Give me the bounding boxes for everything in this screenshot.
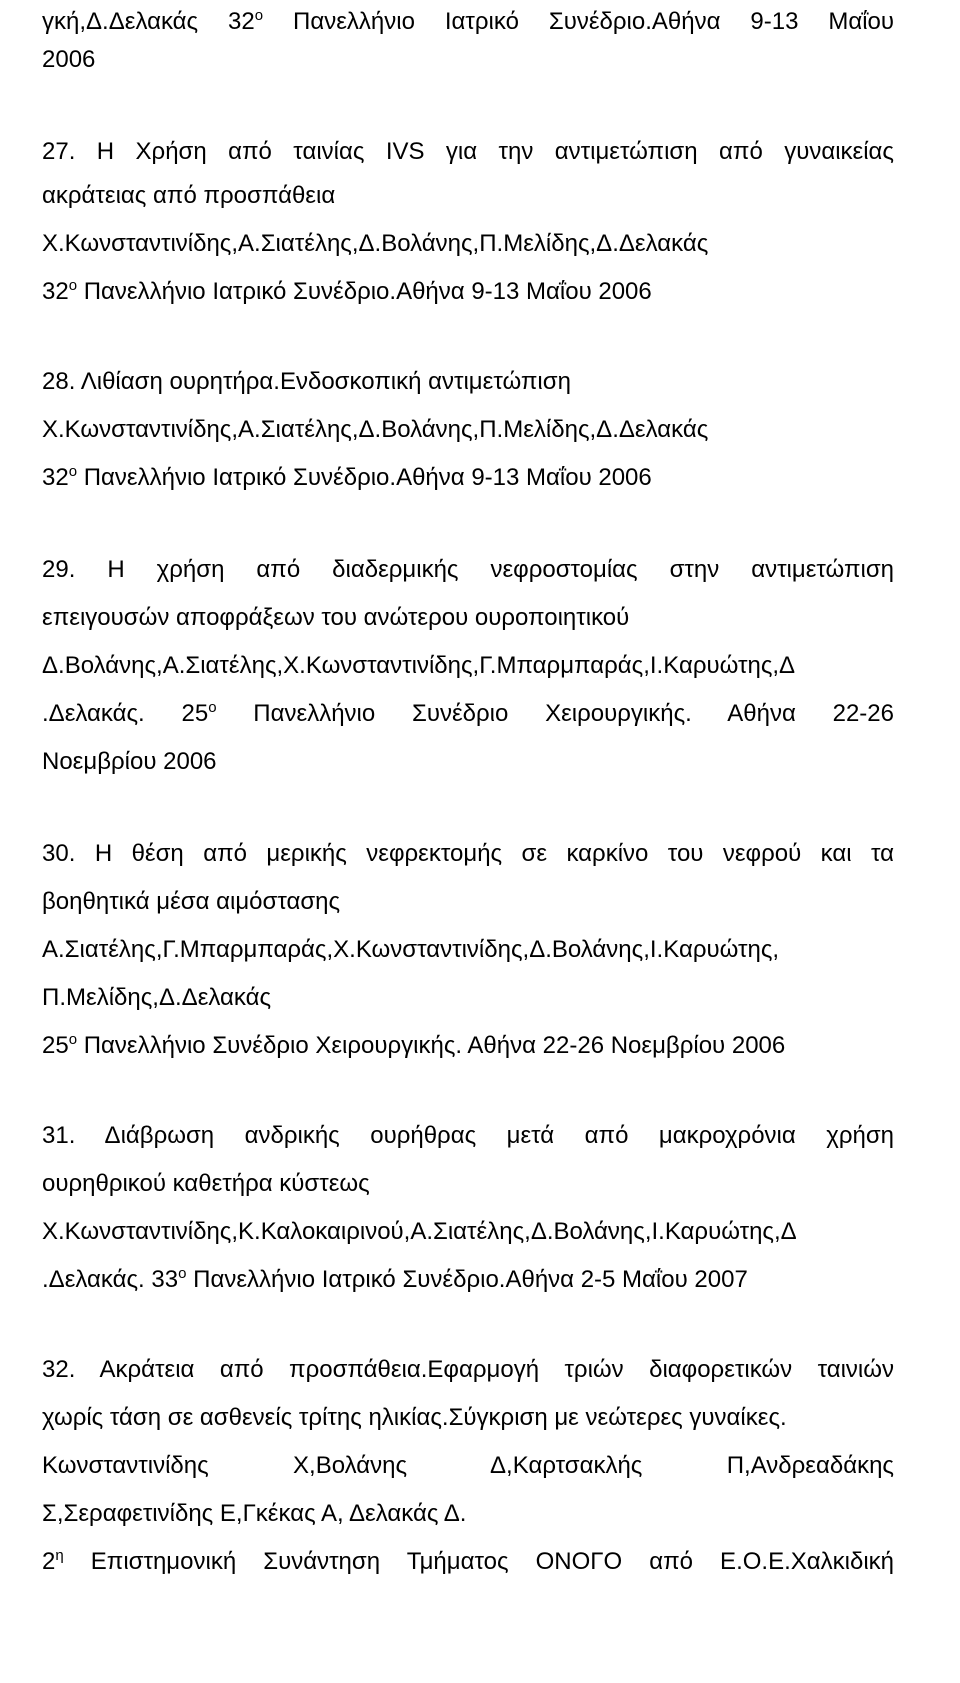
item-31-venue: .Δελακάς. $33^o$ Πανελλήνιο Ιατρικό Συνέδριο.Αθήνα 2-5 Μαΐου 2007 <box>42 1265 748 1293</box>
item-31-title-line-2: ουρηθρικού καθετήρα κύστεως <box>42 1170 370 1197</box>
item-27-title-line-1: 27. Η Χρήση από ταινίας IVS για την αντιμετώπιση από γυναικείας <box>42 138 894 165</box>
item-32-title-line-1: 32. Ακράτεια από προσπάθεια.Εφαρμογή τριών διαφορετικών ταινιών <box>42 1356 895 1383</box>
item-29-date: Νοεμβρίου 2006 <box>42 748 217 775</box>
item-27-venue: $32^o$ Πανελλήνιο Ιατρικό Συνέδριο.Αθήνα 9-13 Μαΐου 2006 <box>42 277 652 305</box>
item-30-title-line-1: 30. Η θέση από μερικής νεφρεκτομής σε καρκίνο του νεφρού και τα <box>42 840 895 867</box>
item-30-authors-line-2: Π.Μελίδης,Δ.Δελακάς <box>42 984 272 1011</box>
item-31-title-line-1: 31. Διάβρωση ανδρικής ουρήθρας μετά από μακροχρόνια χρήση <box>42 1122 894 1149</box>
item-29-authors-line-2: .Δελακάς. $25^o$ Πανελλήνιο Συνέδριο Χειρουργικής. Αθήνα 22-26 <box>42 699 894 727</box>
item-29-title-line-2: επειγουσών αποφράξεων του ανώτερου ουροποιητικού <box>42 604 630 631</box>
item-32-title-line-2: χωρίς τάση σε ασθενείς τρίτης ηλικίας.Σύγκριση με νεώτερες γυναίκες. <box>42 1404 787 1431</box>
item-30-title-line-2: βοηθητικά μέσα αιμόστασης <box>42 888 341 915</box>
item-30-authors-line-1: Α.Σιατέλης,Γ.Μπαρμπαράς,Χ.Κωνσταντινίδης,Δ.Βολάνης,Ι.Καρυώτης, <box>42 936 780 963</box>
item-27-title-line-2: ακράτειας από προσπάθεια <box>42 182 336 209</box>
item-32-authors-line-2: Σ,Σεραφετινίδης Ε,Γκέκας Α, Δελακάς Δ. <box>42 1500 467 1527</box>
item-32-authors-line-1: Κωνσταντινίδης Χ,Βολάνης Δ,Καρτσακλής Π,Ανδρεαδάκης <box>42 1452 894 1479</box>
item-31-authors: Χ.Κωνσταντινίδης,Κ.Καλοκαιρινού,Α.Σιατέλης,Δ.Βολάνης,Ι.Καρυώτης,Δ <box>42 1218 797 1245</box>
item-28-authors: Χ.Κωνσταντινίδης,Α.Σιατέλης,Δ.Βολάνης,Π.Μελίδης,Δ.Δελακάς <box>42 416 709 443</box>
item-28-venue: $32^o$ Πανελλήνιο Ιατρικό Συνέδριο.Αθήνα 9-13 Μαΐου 2006 <box>42 463 652 491</box>
item-29-title-line-1: 29. Η χρήση από διαδερμικής νεφροστομίας στην αντιμετώπιση <box>42 556 895 583</box>
item-29-authors-line-1: Δ.Βολάνης,Α.Σιατέλης,Χ.Κωνσταντινίδης,Γ.Μπαρμπαράς,Ι.Καρυώτης,Δ <box>42 652 796 679</box>
item-30-venue: $25^o$ Πανελλήνιο Συνέδριο Χειρουργικής. Αθήνα 22-26 Νοεμβρίου 2006 <box>42 1031 786 1059</box>
continued-year-line: 2006 <box>42 46 96 73</box>
item-28-title: 28. Λιθίαση ουρητήρα.Ενδοσκοπική αντιμετώπιση <box>42 368 571 395</box>
item-32-venue: $2^\eta$ Επιστημονική Συνάντηση Τμήματος ΟΝΟΓΟ από Ε.Ο.Ε.Χαλκιδική <box>42 1547 894 1575</box>
continued-venue-line: γκή,Δ.Δελακάς $32^o$ Πανελλήνιο Ιατρικό Συνέδριο.Αθήνα 9-13 Μαΐου <box>42 7 895 35</box>
item-27-authors: Χ.Κωνσταντινίδης,Α.Σιατέλης,Δ.Βολάνης,Π.Μελίδης,Δ.Δελακάς <box>42 230 709 257</box>
